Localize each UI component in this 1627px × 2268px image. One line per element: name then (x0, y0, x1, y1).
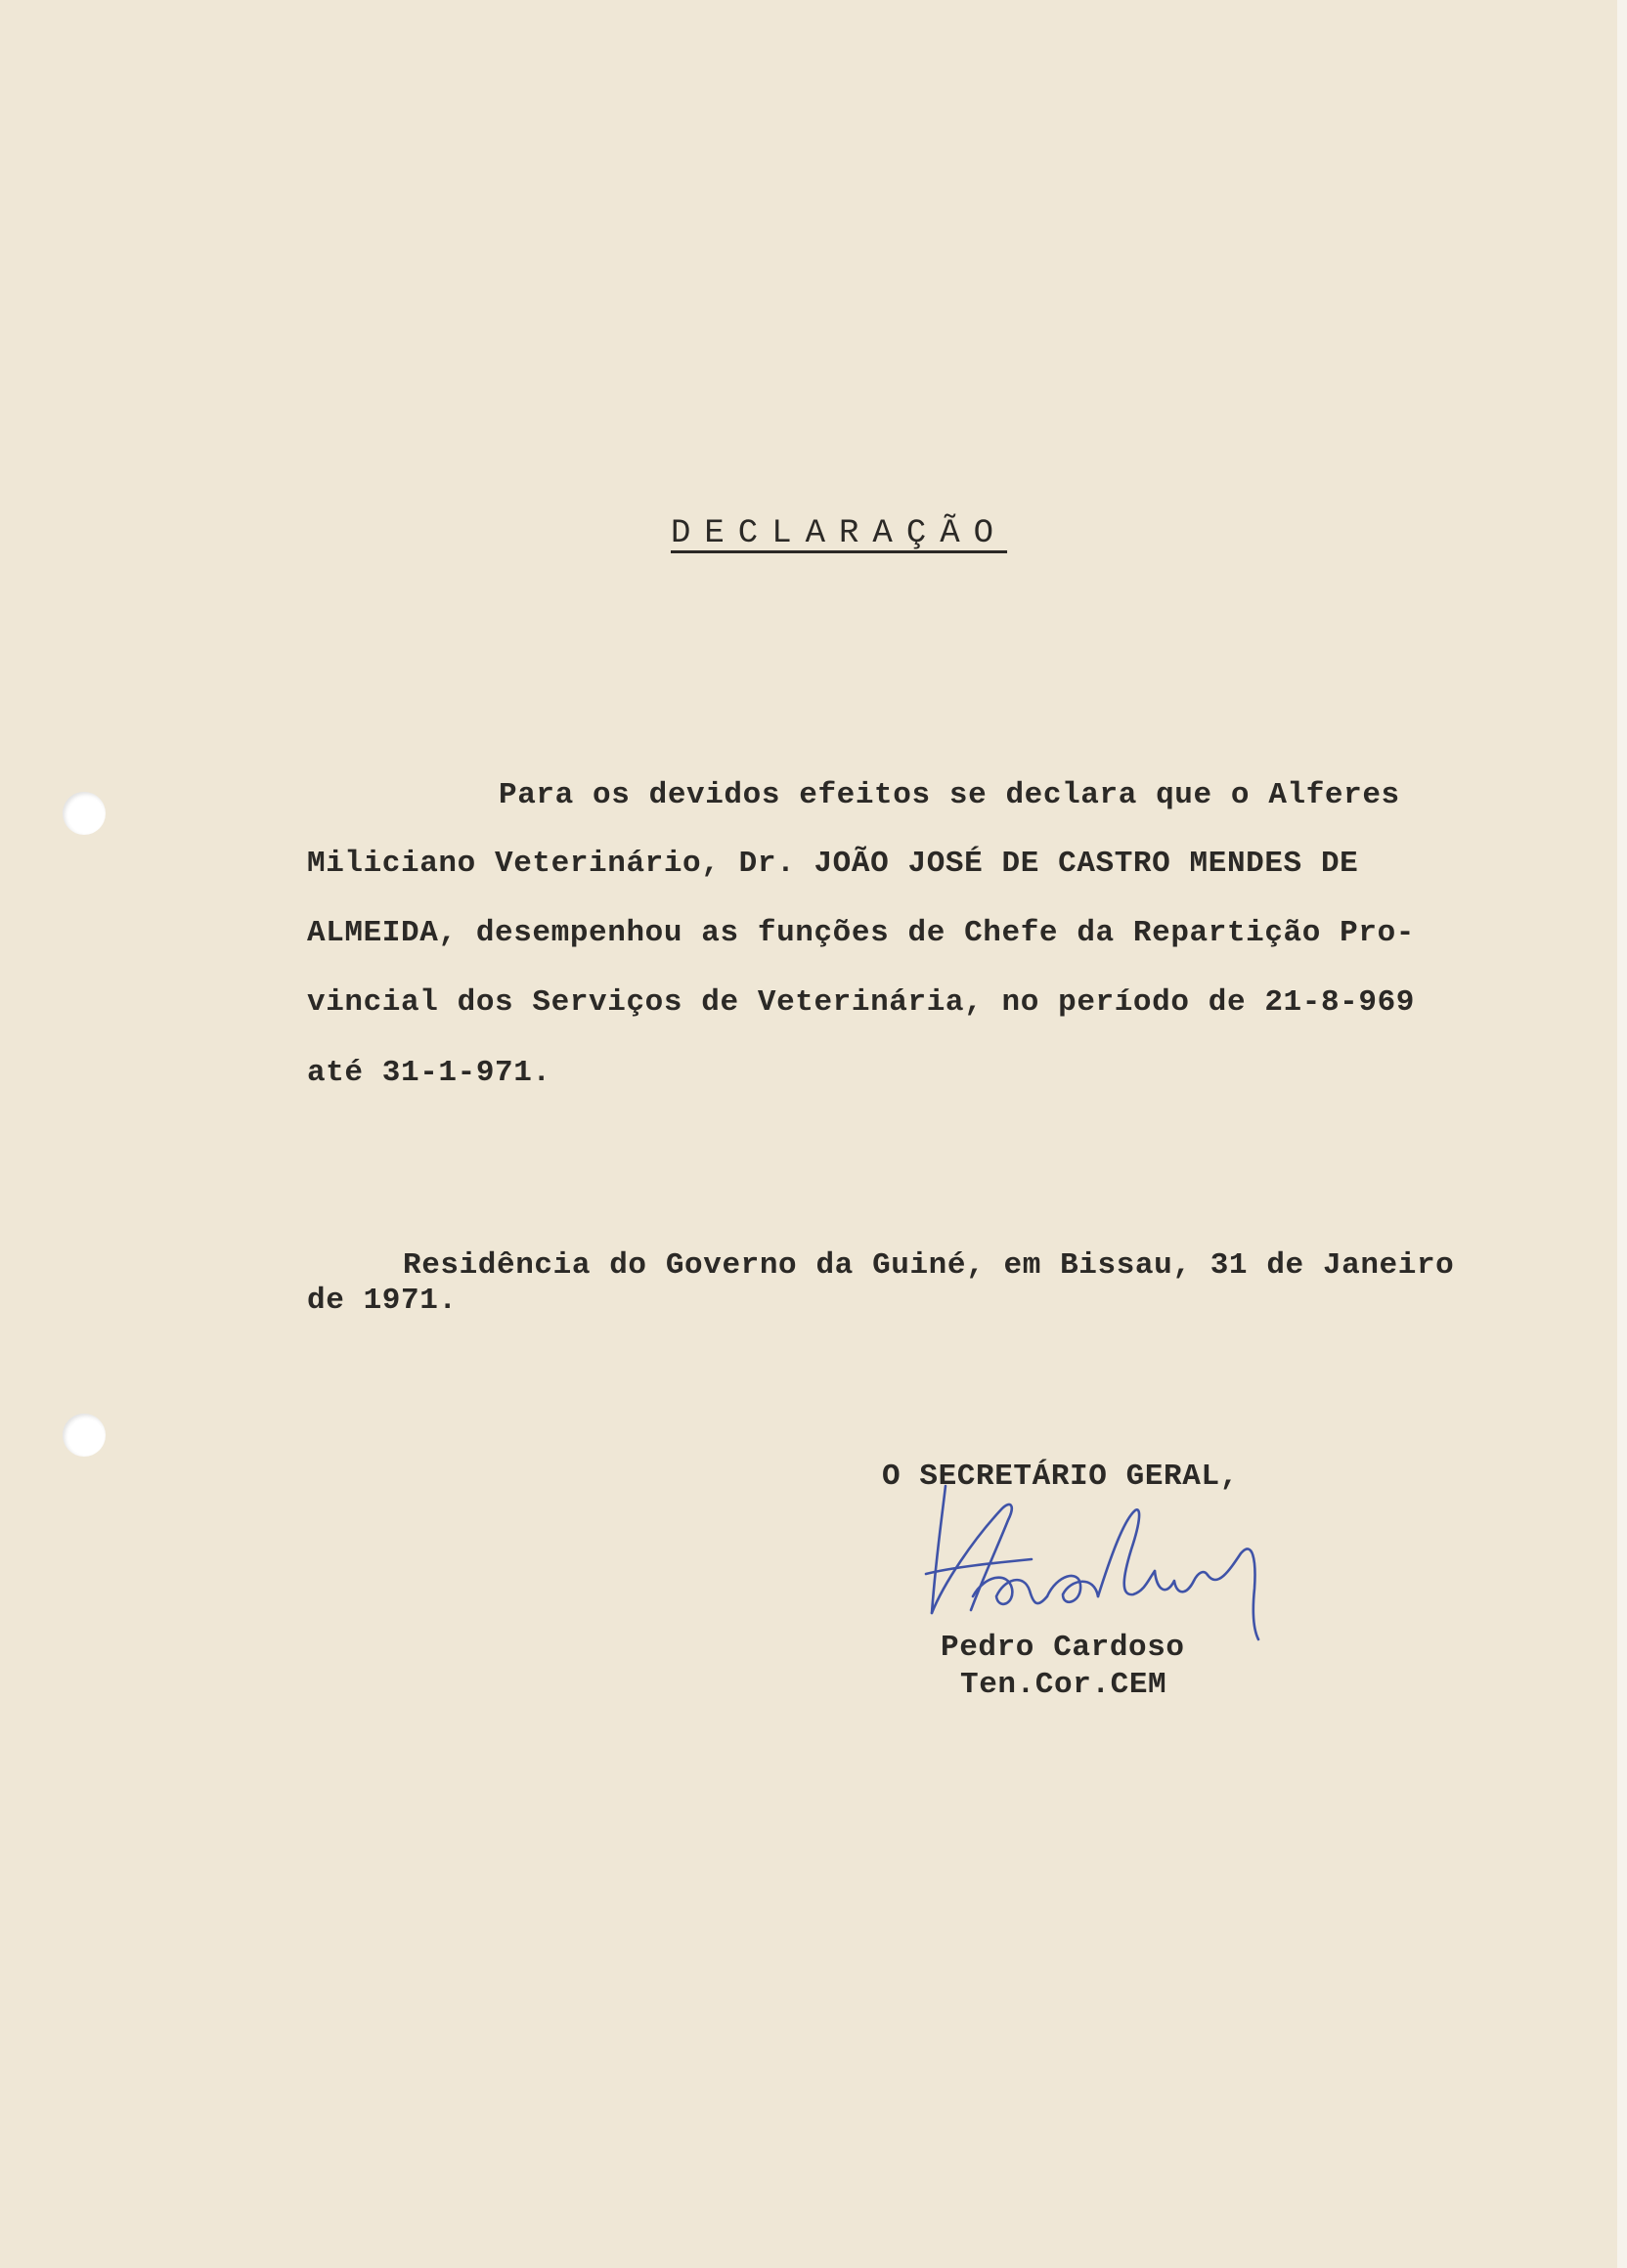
body-line-1: Para os devidos efeitos se declara que o Alferes (499, 778, 1400, 812)
punch-hole-top (63, 792, 106, 835)
body-line-2: Miliciano Veterinário, Dr. JOÃO JOSÉ DE CASTRO MENDES DE (307, 847, 1359, 881)
handwritten-signature (914, 1481, 1286, 1647)
place-date-line-1: Residência do Governo da Guiné, em Bissau, 31 de Janeiro (403, 1248, 1455, 1283)
body-line-4: vincial dos Serviços de Veterinária, no período de 21-8-969 (307, 985, 1415, 1020)
signatory-title: O SECRETÁRIO GERAL, (882, 1460, 1239, 1494)
body-line-5: até 31-1-971. (307, 1056, 551, 1090)
place-date-line-2: de 1971. (307, 1284, 458, 1318)
signatory-rank: Ten.Cor.CEM (960, 1668, 1167, 1702)
document-title: DECLARAÇÃO (671, 515, 1008, 552)
body-line-3: ALMEIDA, desempenhou as funções de Chefe da Repartição Pro- (307, 916, 1415, 950)
signatory-name: Pedro Cardoso (941, 1631, 1185, 1665)
punch-hole-bottom (63, 1414, 106, 1457)
